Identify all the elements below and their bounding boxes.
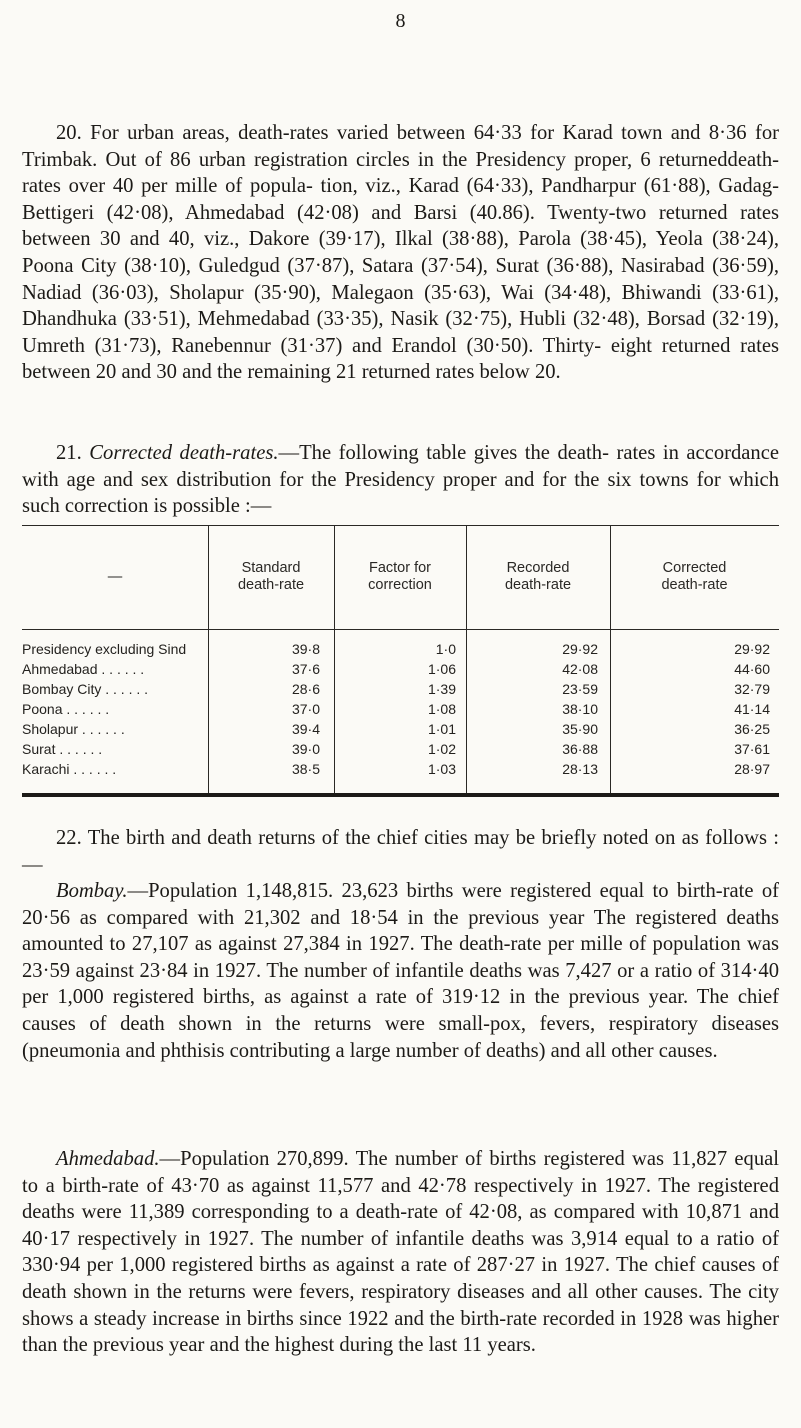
paragraph-21-heading: Corrected death-rates. <box>89 442 279 464</box>
row-standard: 28·6 <box>291 681 320 697</box>
row-place: Presidency excluding Sind <box>22 641 187 657</box>
paragraph-21-lead: 21. <box>56 442 90 464</box>
row-recorded: 29·92 <box>562 641 598 657</box>
row-corrected: 41·14 <box>734 701 770 717</box>
row-factor: 1·06 <box>427 661 456 677</box>
row-corrected: 36·25 <box>734 721 770 737</box>
row-standard: 39·0 <box>291 741 320 757</box>
row-place: Bombay City . . . . . . <box>22 681 149 697</box>
row-place: Surat . . . . . . <box>22 741 103 757</box>
ahmedabad-text: —Population 270,899. The number of births registered was 11,827 equal to a birth-rate of 43·70 as against 11,577 and 42·78 respectively in 1927. The registered deaths were 11,389 corresponding to a death-rate of 42·08, as compared with 10,871 and 40·17 respectively in 1927. The number of infantile deaths was 3,914 equal to a ratio of 330·94 per 1,000 registered births as against a rate of 287·27 in 1927. The chief causes of death shown in the returns were fevers, respiratory diseases and all other causes. The city shows a steady increase in births since 1922 and the birth-rate recorded in 1928 was higher than the previous year and the highest during the last 11 years. <box>22 1148 779 1357</box>
paragraph-21 <box>22 440 779 520</box>
header-standard-death-rate <box>208 525 334 629</box>
row-recorded: 36·88 <box>562 741 598 757</box>
paragraph-ahmedabad <box>22 1146 779 1359</box>
bombay-text: —Population 1,148,815. 23,623 births were registered equal to birth-rate of 20·56 as compared with 21,302 and 18·54 in the previous year The registered deaths amounted to 27,107 as against 27,384 in 1927. The death-rate per mille of population was 23·59 against 23·84 in 1927. The number of infantile deaths was 7,427 or a ratio of 314·40 per 1,000 registered births, as against a rate of 319·12 in the previous year. The chief causes of death shown in the returns were small-pox, fevers, respiratory diseases (pneumonia and phthisis contributing a large number of deaths) and all other causes. <box>22 880 779 1062</box>
row-place: Karachi . . . . . . <box>22 761 117 777</box>
row-factor: 1·08 <box>427 701 456 717</box>
header-corrected-label: Corrected death-rate <box>661 560 728 593</box>
row-corrected: 37·61 <box>734 741 770 757</box>
row-standard: 38·5 <box>291 761 320 777</box>
row-factor: 1·39 <box>427 681 456 697</box>
page-number: 8 <box>395 10 406 32</box>
row-corrected: 28·97 <box>734 761 770 777</box>
row-place: Poona . . . . . . <box>22 701 110 717</box>
header-corrected-death-rate <box>610 525 779 629</box>
header-recorded-death-rate <box>466 525 610 629</box>
row-recorded: 23·59 <box>562 681 598 697</box>
row-standard: 37·0 <box>291 701 320 717</box>
table-row <box>22 699 779 719</box>
table-row <box>22 719 779 739</box>
table-row <box>22 659 779 679</box>
row-recorded: 38·10 <box>562 701 598 717</box>
paragraph-21-text: —The following table gives the death- rates in accordance with age and sex distribution for the Presidency proper and for the six towns for which such correction is possible :— <box>22 442 779 518</box>
row-corrected: 32·79 <box>734 681 770 697</box>
table-row <box>22 679 779 699</box>
table-row <box>22 759 779 779</box>
paragraph-22: 22. The birth and death returns of the chief cities may be briefly noted on as follows :— <box>22 827 779 876</box>
row-recorded: 42·08 <box>562 661 598 677</box>
header-factor-label: Factor for correction <box>368 560 432 593</box>
header-factor-for-correction <box>334 525 466 629</box>
ahmedabad-heading: Ahmedabad. <box>56 1148 160 1170</box>
table-header-rule <box>22 629 779 630</box>
table-row <box>22 739 779 759</box>
row-standard: 39·8 <box>291 641 320 657</box>
row-corrected: 29·92 <box>734 641 770 657</box>
row-place: Ahmedabad . . . . . . <box>22 661 145 677</box>
row-corrected: 44·60 <box>734 661 770 677</box>
row-factor: 1·0 <box>435 641 456 657</box>
corrected-death-rates-table <box>22 525 779 798</box>
table-bottom-rule <box>22 793 779 797</box>
paragraph-bombay <box>22 878 779 1064</box>
bombay-heading: Bombay. <box>56 880 128 902</box>
row-standard: 39·4 <box>291 721 320 737</box>
row-recorded: 28·13 <box>562 761 598 777</box>
row-standard: 37·6 <box>291 661 320 677</box>
table-row <box>22 639 779 659</box>
row-factor: 1·01 <box>427 721 456 737</box>
row-factor: 1·03 <box>427 761 456 777</box>
row-recorded: 35·90 <box>562 721 598 737</box>
paragraph-20: 20. For urban areas, death-rates varied between 64·33 for Karad town and 8·36 for Trimbak. Out of 86 urban registration circles in the Presidency proper, 6 returneddeath-rates over 40 per mille of popula- tion, viz., Karad (64·33), Pandharpur (61·88), Gadag-Bettigeri (42·08), Ahmedabad (42·08) and Barsi (40.86). Twenty-two returned rates between 30 and 40, viz., Dakore (39·17), Ilkal (38·88), Parola (38·45), Yeola (38·24), Poona City (38·10), Guledgud (37·87), Satara (37·54), Surat (36·88), Nasirabad (36·59), Nadiad (36·03), Sholapur (35·90), Malegaon (35·63), Wai (34·48), Bhiwandi (33·61), Dhandhuka (33·51), Mehmedabad (33·35), Nasik (32·75), Hubli (32·48), Borsad (32·19), Umreth (31·73), Ranebennur (31·37) and Erandol (30·50). Thirty- eight returned rates between 20 and 30 and the remaining 21 returned rates below 20. <box>22 122 779 384</box>
row-factor: 1·02 <box>427 741 456 757</box>
header-standard-death-rate-label: Standard death-rate <box>237 560 305 593</box>
row-place: Sholapur . . . . . . <box>22 721 125 737</box>
header-place: — <box>107 568 123 585</box>
header-recorded-label: Recorded death-rate <box>504 560 572 593</box>
